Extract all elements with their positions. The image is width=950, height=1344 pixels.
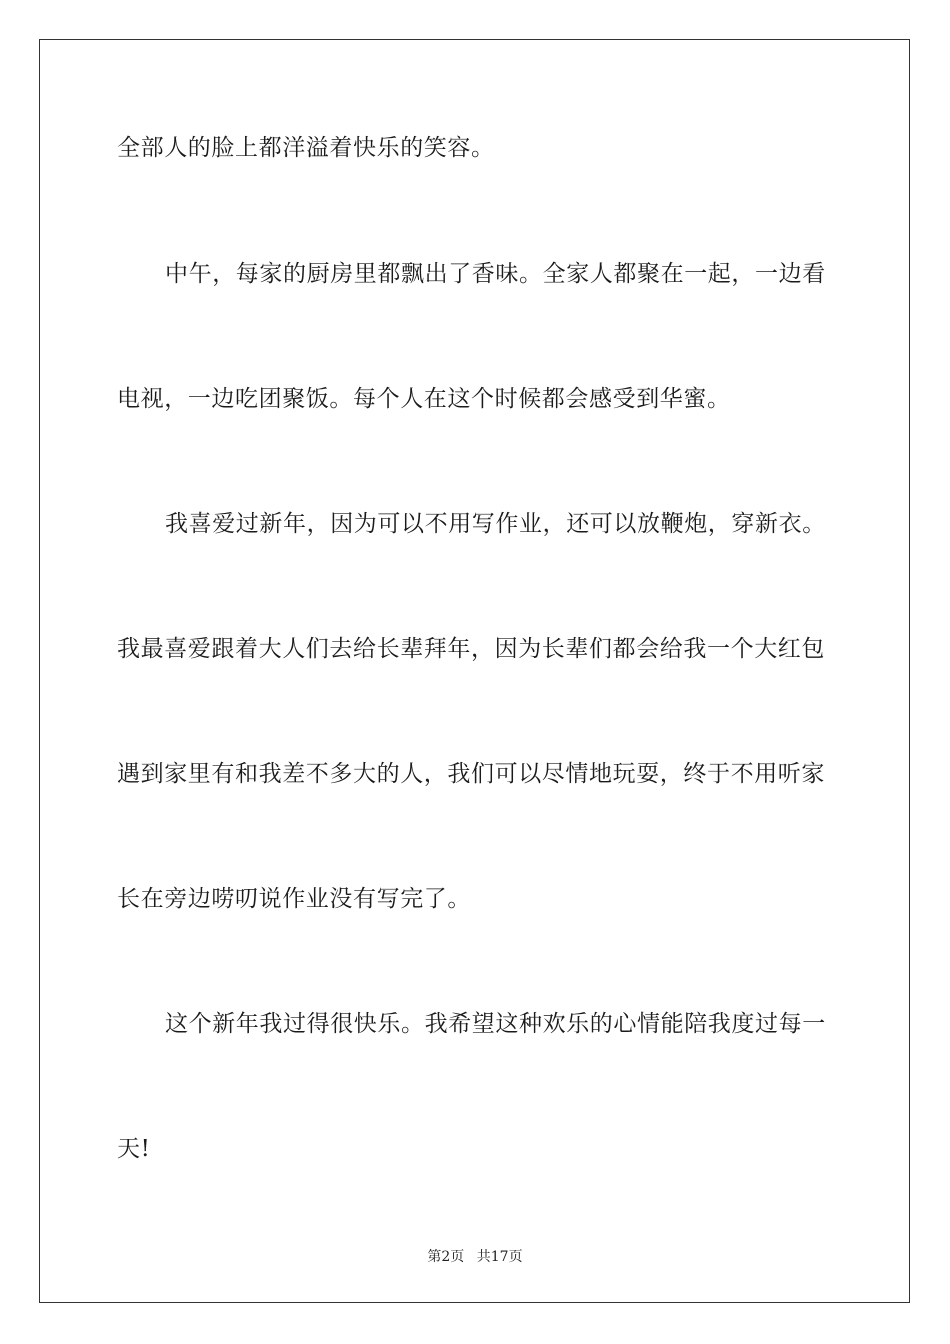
- paragraph-line-1: 全部人的脸上都洋溢着快乐的笑容。: [117, 135, 495, 161]
- paragraph-line-6: 遇到家里有和我差不多大的人，我们可以尽情地玩耍，终于不用听家: [117, 761, 825, 787]
- paragraph-line-5: 我最喜爱跟着大人们去给长辈拜年，因为长辈们都会给我一个大红包: [117, 636, 825, 662]
- paragraph-line-7: 长在旁边唠叨说作业没有写完了。: [117, 886, 471, 912]
- paragraph-line-3: 电视，一边吃团聚饭。每个人在这个时候都会感受到华蜜。: [117, 386, 731, 412]
- page-frame: [39, 39, 910, 1303]
- page-number: 第2页: [427, 1249, 465, 1265]
- page-total: 共17页: [476, 1249, 523, 1265]
- paragraph-line-2: 中午，每家的厨房里都飘出了香味。全家人都聚在一起，一边看: [165, 261, 826, 287]
- paragraph-line-8: 这个新年我过得很快乐。我希望这种欢乐的心情能陪我度过每一: [165, 1011, 826, 1037]
- paragraph-line-9: 天!: [117, 1136, 151, 1162]
- page-footer: [0, 1248, 950, 1266]
- paragraph-line-4: 我喜爱过新年，因为可以不用写作业，还可以放鞭炮，穿新衣。: [165, 511, 826, 537]
